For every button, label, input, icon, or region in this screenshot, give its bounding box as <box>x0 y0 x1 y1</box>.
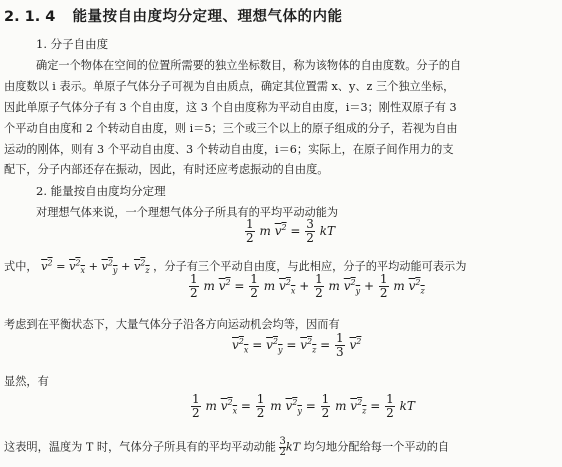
equation-equipartition: $\frac{1}{2}$ m $v^2_x$ = $\frac{1}{2}$ m $v^2_y$ = $\frac{1}{2}$ m $v^2_z$ = $\frac{1}{2}$ kT <box>192 392 415 420</box>
fraction-three-halves: $\frac{3}{2}$ <box>306 217 314 245</box>
section-number: 2. 1. 4 <box>4 9 56 25</box>
paragraph1-line-2: 由度数以 i 表示。单原子气体分子可视为自由质点，确定其位置需 x、y、z 三个独立坐标， <box>4 80 455 93</box>
equation-kinetic-energy-components: $\frac{1}{2}$ m $v^2$ = $\frac{1}{2}$ m $v^2_x$ + $\frac{1}{2}$ m $v^2_y$ + $\frac{1}{2}$ m $v^2_z$ <box>190 272 425 300</box>
equation-average-kinetic-energy: $\frac{1}{2}$ m $v^2$ = $\frac{3}{2}$ kT <box>246 217 336 245</box>
subsection-1-label: 1. 分子自由度 <box>36 37 109 51</box>
paragraph2-line-4: 显然，有 <box>4 375 49 388</box>
paragraph1-line-5: 运动的刚体，则有 3 个平动自由度、3 个转动自由度，i＝6；实际上，在原子间作用力的支 <box>4 143 454 156</box>
paragraph1-line-6: 配下，分子内部还存在振动，因此，有时还应考虑振动的自由度。 <box>4 163 329 176</box>
mean-square-velocity: $v^2$ <box>274 223 287 238</box>
paragraph2-line-2: 式中， $v^2 = v^2_x + v^2_y + v^2_z$ ，分子有三个平动自由度，与此相应，分子的平均动能可表示为 <box>4 258 467 276</box>
section-heading <box>4 5 342 26</box>
paragraph1-line-3: 因此单原子气体分子有 3 个自由度，这 3 个自由度称为平动自由度，i＝3；刚性双原子有 3 <box>4 101 457 114</box>
paragraph2-line-5: 这表明，温度为 T 时，气体分子所具有的平均平动动能 $\frac{3}{2}$ kT 均匀地分配给每一个平动的自 <box>4 436 450 458</box>
section-title: 能量按自由度均分定理、理想气体的内能 <box>72 9 343 25</box>
paragraph2-line-1: 对理想气体来说，一个理想气体分子所具有的平均平动动能为 <box>36 206 339 219</box>
paragraph1-line-1: 确定一个物体在空间的位置所需要的独立坐标数目，称为该物体的自由度数。分子的自 <box>36 59 462 72</box>
paragraph2-line-3: 考虑到在平衡状态下，大量气体分子沿各方向运动机会均等，因而有 <box>4 318 340 331</box>
subsection-2-label: 2. 能量按自由度均分定理 <box>36 184 166 198</box>
equation-equal-components: $v^2_x = v^2_y = v^2_z$ = $\frac{1}{3}$ $v^2$ <box>232 331 362 359</box>
paragraph1-line-4: 个平动自由度和 2 个转动自由度，则 i＝5；三个或三个以上的原子组成的分子，若视为自由 <box>4 122 458 135</box>
fraction-one-half: $\frac{1}{2}$ <box>246 217 254 245</box>
